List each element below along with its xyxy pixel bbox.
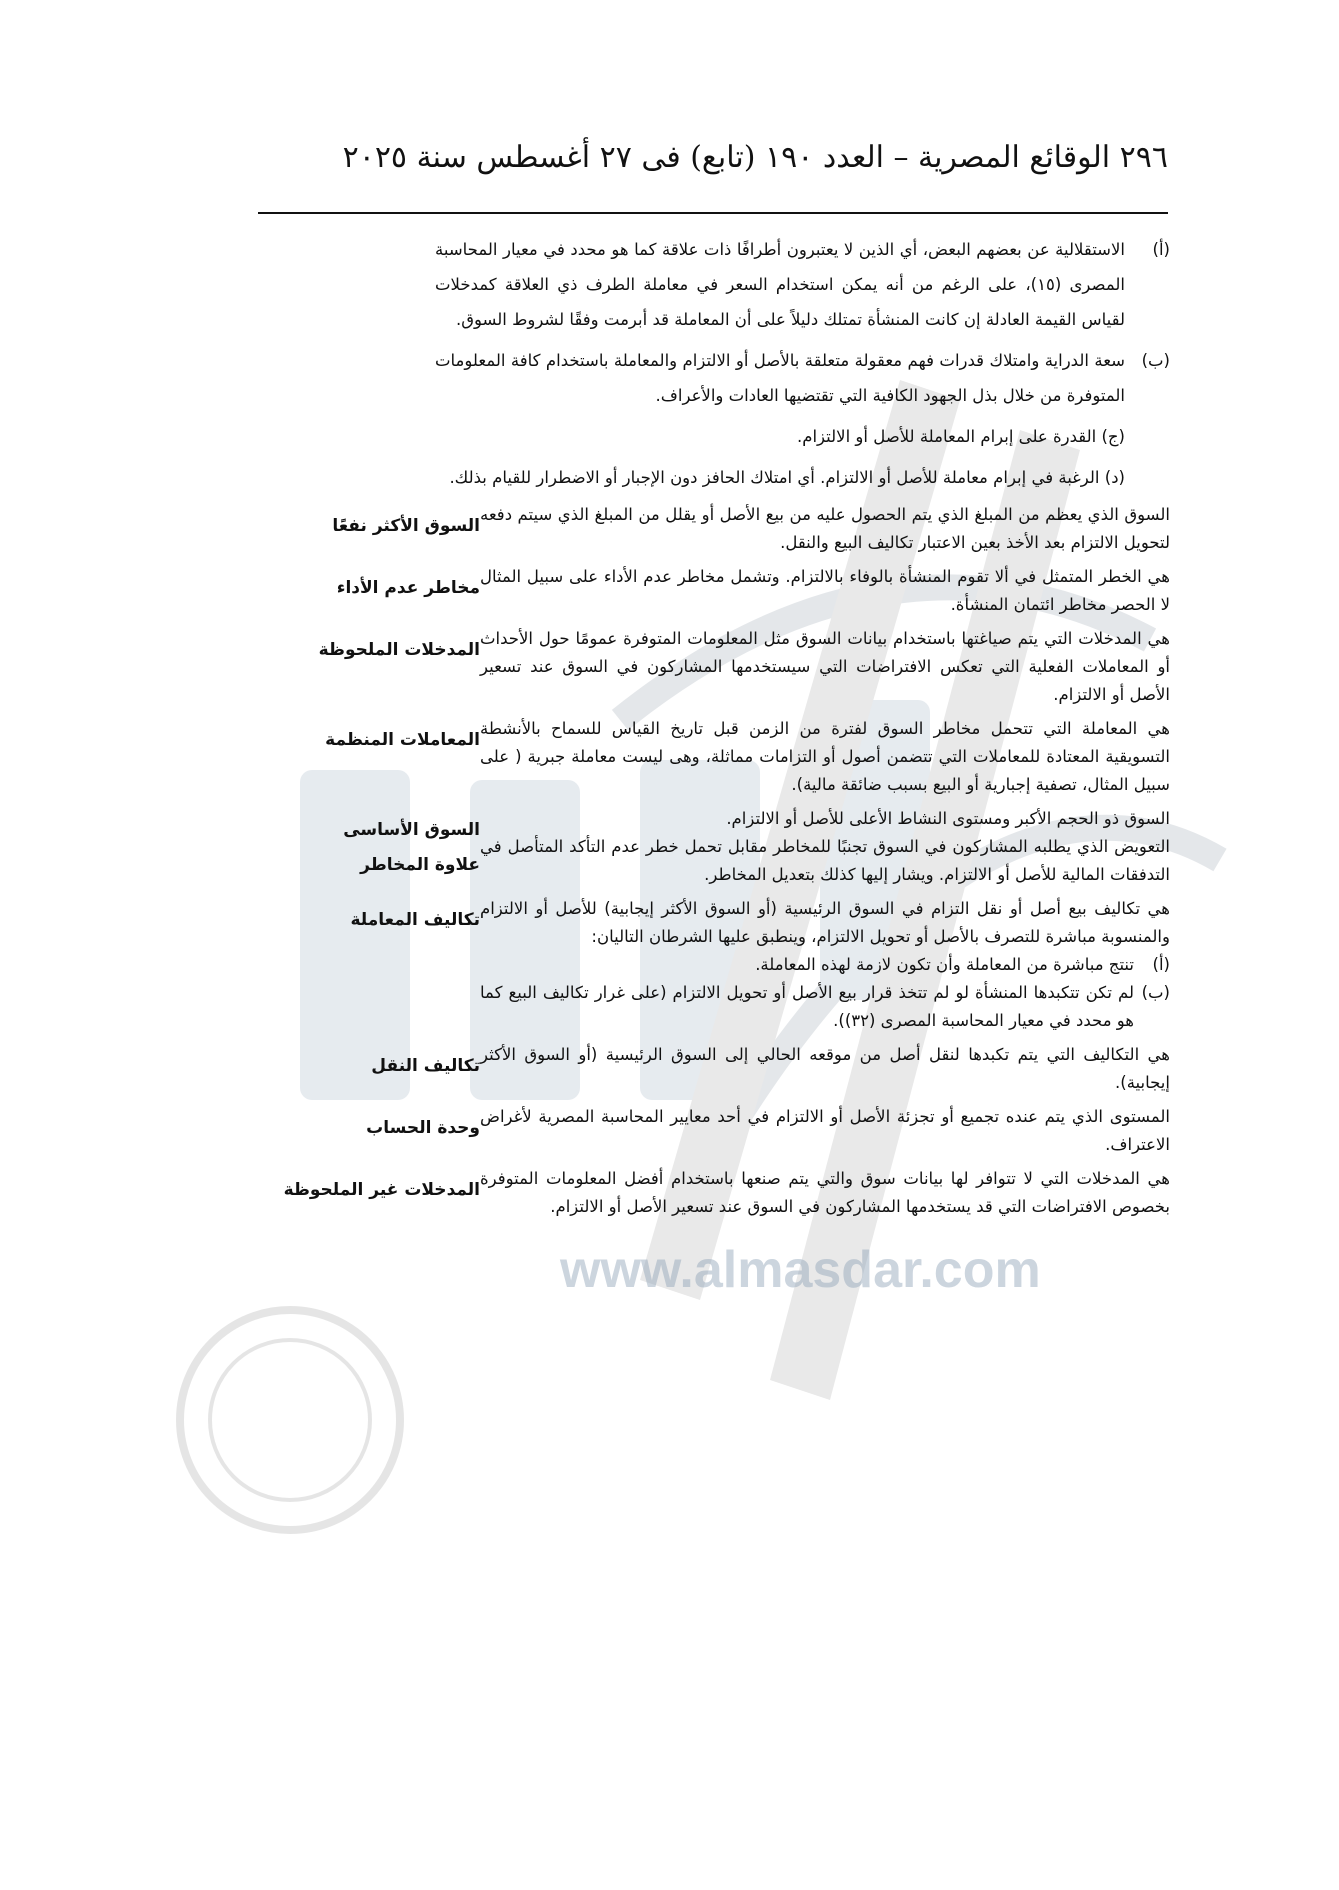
definition-term	[170, 501, 480, 557]
definition-paragraph: التعويض الذي يطلبه المشاركون في السوق تجنبًا للمخاطر مقابل تحمل خطر عدم التأكد المتأصل في التدفقات المالية للأصل أو الالتزام. ويشار إليها كذلك بتعديل المخاطر.	[480, 837, 1170, 884]
definition-row	[170, 1165, 1170, 1221]
list-marker: (أ)	[1152, 240, 1170, 259]
definition-text	[480, 625, 1170, 709]
list-item	[170, 419, 1170, 454]
definition-row	[170, 563, 1170, 619]
definition-term	[170, 805, 480, 889]
definition-term	[170, 1041, 480, 1097]
definition-text	[480, 715, 1170, 799]
term-label: المدخلات الملحوظة	[318, 640, 480, 660]
definition-paragraph: السوق ذو الحجم الأكبر ومستوى النشاط الأعلى للأصل أو الالتزام.	[726, 809, 1170, 828]
definition-row	[170, 805, 1170, 889]
list-item-text: (د) الرغبة في إبرام معاملة للأصل أو الالتزام. أي امتلاك الحافز دون الإجبار أو الاضطرار للقيام بذلك.	[449, 468, 1125, 487]
term-label: تكاليف النقل	[371, 1056, 480, 1076]
definition-paragraph: هي الخطر المتمثل في ألا تقوم المنشأة بالوفاء بالالتزام. وتشمل مخاطر عدم الأداء على سبيل المثال لا الحصر مخاطر ائتمان المنشأة.	[480, 567, 1170, 614]
list-item	[170, 343, 1170, 413]
watermark-url: www.almasdar.com	[560, 1241, 1041, 1299]
definition-text	[480, 1165, 1170, 1221]
term-label: وحدة الحساب	[366, 1118, 480, 1138]
definition-row	[170, 501, 1170, 557]
definition-paragraph: هي تكاليف بيع أصل أو نقل التزام في السوق الرئيسية (أو السوق الأكثر إيجابية) للأصل أو الالتزام والمنسوبة مباشرة للتصرف بالأصل أو تحويل الالتزام، وينطبق عليها الشرطان التاليان:	[480, 899, 1170, 946]
definition-text	[480, 895, 1170, 1035]
watermark-seal-inner	[210, 1340, 370, 1500]
definition-text	[480, 563, 1170, 619]
list-item	[170, 460, 1170, 495]
nested-item-text: تنتج مباشرة من المعاملة وأن تكون لازمة لهذه المعاملة.	[755, 955, 1134, 974]
term-label: علاوة المخاطر	[360, 855, 480, 875]
definition-text	[480, 1041, 1170, 1097]
definition-text	[480, 805, 1170, 889]
definition-term	[170, 1165, 480, 1221]
watermark-seal	[180, 1310, 400, 1530]
definition-paragraph: المستوى الذي يتم عنده تجميع أو تجزئة الأصل أو الالتزام في أحد معايير المحاسبة المصرية لأغراض الاعتراف.	[480, 1107, 1170, 1154]
definition-paragraph: هي المعاملة التي تتحمل مخاطر السوق لفترة من الزمن قبل تاريخ القياس للسماح بالأنشطة التسويقية المعتادة للمعاملات التي تتضمن أصول أو التزامات مماثلة، وهى ليست معاملة جبرية ( على سبيل المثال، تصفية إجبارية أو البيع بسبب ضائقة مالية).	[480, 719, 1170, 794]
term-label: المعاملات المنظمة	[325, 730, 480, 750]
definition-paragraph: هي التكاليف التي يتم تكبدها لنقل أصل من موقعه الحالي إلى السوق الرئيسية (أو السوق الأكثر إيجابية).	[480, 1045, 1170, 1092]
definition-row	[170, 895, 1170, 1035]
definition-paragraph: السوق الذي يعظم من المبلغ الذي يتم الحصول عليه من بيع الأصل أو يقلل من المبلغ الذي سيتم دفعه لتحويل الالتزام بعد الأخذ بعين الاعتبار تكاليف البيع والنقل.	[480, 505, 1170, 552]
definition-term	[170, 715, 480, 799]
definition-text	[480, 501, 1170, 557]
list-marker: (ب)	[1141, 351, 1170, 370]
nested-item	[480, 979, 1170, 1035]
term-label: المدخلات غير الملحوظة	[283, 1180, 480, 1200]
term-label: مخاطر عدم الأداء	[336, 578, 480, 598]
header-divider	[258, 212, 1168, 214]
list-marker: (ب)	[1141, 983, 1170, 1002]
term-label: السوق الأساسى	[343, 820, 480, 840]
term-label: السوق الأكثر نفعًا	[332, 516, 480, 536]
definition-term	[170, 895, 480, 1035]
definition-term	[170, 1103, 480, 1159]
list-marker: (أ)	[1152, 955, 1170, 974]
nested-item-text: لم تكن تتكبدها المنشأة لو لم تتخذ قرار بيع الأصل أو تحويل الالتزام (على غرار تكاليف البيع كما هو محدد في معيار المحاسبة المصرى (٣٢)).	[480, 983, 1134, 1030]
term-label: تكاليف المعاملة	[350, 910, 480, 930]
page-header: ٢٩٦ الوقائع المصرية – العدد ١٩٠ (تابع) فى ٢٧ أغسطس سنة ٢٠٢٥	[342, 140, 1168, 175]
list-item-text: سعة الدراية وامتلاك قدرات فهم معقولة متعلقة بالأصل أو الالتزام والمعاملة باستخدام كافة المعلومات المتوفرة من خلال بذل الجهود الكافية التي تقتضيها العادات والأعراف.	[435, 351, 1125, 405]
definition-term	[170, 563, 480, 619]
list-item-text: (ج) القدرة على إبرام المعاملة للأصل أو الالتزام.	[797, 427, 1125, 446]
page-content	[170, 232, 1170, 1227]
definition-text	[480, 1103, 1170, 1159]
definition-paragraph: هي المدخلات التي يتم صياغتها باستخدام بيانات السوق مثل المعلومات المتوفرة عمومًا حول الأحداث أو المعاملات الفعلية التي تعكس الافتراضات التي سيستخدمها المشاركون في السوق عند تسعير الأصل أو الالتزام.	[480, 629, 1170, 704]
list-item	[170, 232, 1170, 337]
definition-row	[170, 625, 1170, 709]
nested-item	[480, 951, 1170, 979]
definition-row	[170, 1103, 1170, 1159]
definition-term	[170, 625, 480, 709]
definition-paragraph: هي المدخلات التي لا تتوافر لها بيانات سوق والتي يتم صنعها باستخدام أفضل المعلومات المتوفرة بخصوص الافتراضات التي قد يستخدمها المشاركون في السوق عند تسعير الأصل أو الالتزام.	[480, 1169, 1170, 1216]
definition-row	[170, 1041, 1170, 1097]
list-item-text: الاستقلالية عن بعضهم البعض، أي الذين لا يعتبرون أطرافًا ذات علاقة كما هو محدد في معيار المحاسبة المصرى (١٥)، على الرغم من أنه يمكن استخدام السعر في معاملة الطرف ذي العلاقة كمدخلات لقياس القيمة العادلة إن كانت المنشأة تمتلك دليلاً على أن المعاملة قد أبرمت وفقًا لشروط السوق.	[435, 240, 1125, 329]
definition-row	[170, 715, 1170, 799]
